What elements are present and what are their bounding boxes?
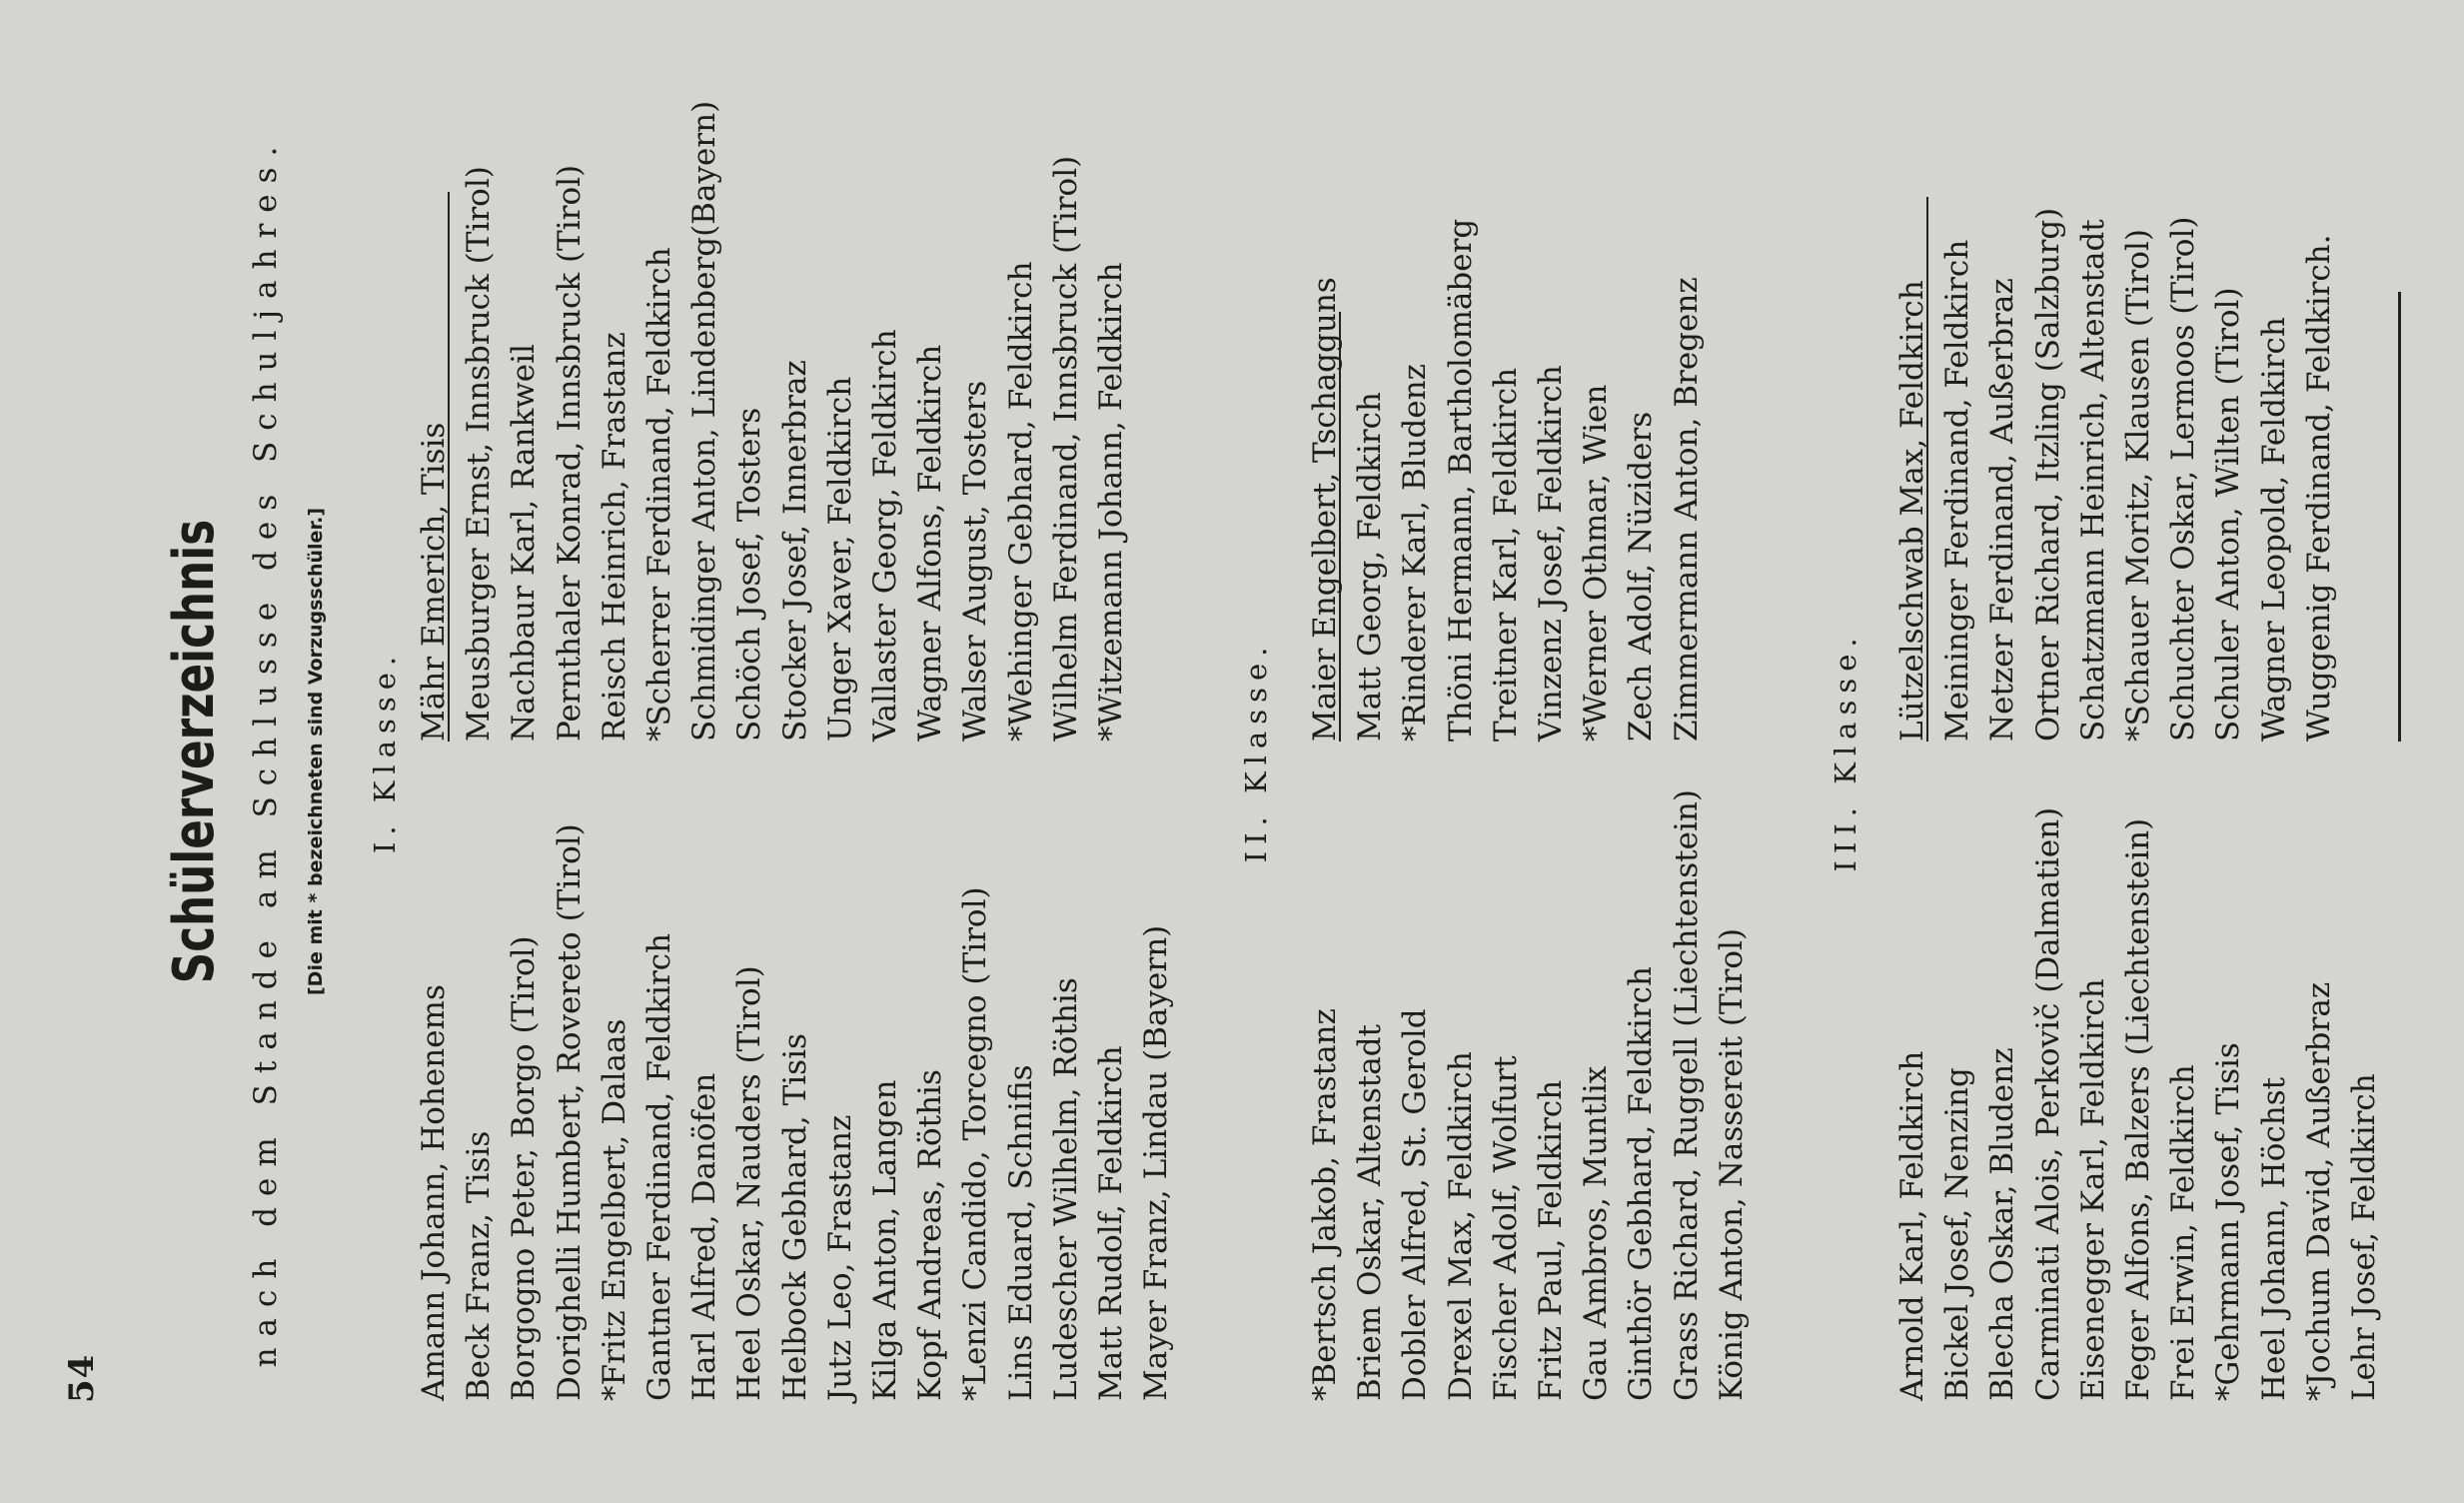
student-entry: Vinzenz Josef, Feldkirch — [1533, 365, 1570, 742]
student-entry: Fritz Paul, Feldkirch — [1533, 1079, 1570, 1401]
class-1-list-left — [412, 823, 1179, 1401]
student-entry: Ortner Richard, Itzling (Salzburg) — [2029, 207, 2066, 742]
student-entry: Kopf Andreas, Röthis — [912, 1069, 949, 1401]
student-entry: Lützelschwab Max, Feldkirch — [1894, 280, 1930, 742]
class-2-list-right — [1303, 219, 1710, 742]
student-entry: Harl Alfred, Danöfen — [686, 1072, 723, 1401]
student-entry: Heel Oskar, Nauders (Tirol) — [731, 965, 768, 1401]
student-entry: Blecha Oskar, Bludenz — [1984, 1047, 2021, 1401]
student-entry: *Jochum David, Außerbraz — [2300, 981, 2337, 1401]
student-entry: *Werner Othmar, Wien — [1578, 384, 1615, 742]
class-2-list-left — [1303, 789, 1755, 1401]
student-entry: Treitner Karl, Feldkirch — [1487, 367, 1524, 742]
page-title: Schülerverzeichnis — [162, 519, 227, 984]
subtitle: nach dem Stande am Schlusse des Schuljahres. — [248, 135, 284, 1368]
student-entry: *Witzemann Johann, Feldkirch — [1093, 262, 1130, 742]
student-entry: Matt Georg, Feldkirch — [1352, 392, 1389, 742]
student-entry: Feger Alfons, Balzers (Liechtenstein) — [2120, 817, 2157, 1401]
student-entry: Bickel Josef, Nenzing — [1939, 1067, 1976, 1401]
student-entry: *Rinderer Karl, Bludenz — [1397, 364, 1434, 742]
student-entry: Reisch Heinrich, Frastanz — [596, 332, 632, 742]
student-entry: Lins Eduard, Schnifis — [1002, 1064, 1039, 1401]
student-entry: Helbock Gebhard, Tisis — [776, 1033, 813, 1401]
student-entry: Meininger Ferdinand, Feldkirch — [1939, 239, 1976, 742]
student-entry: Beck Franz, Tisis — [461, 1130, 498, 1401]
student-entry: *Scherrer Ferdinand, Feldkirch — [641, 247, 678, 742]
student-entry: Maier Engelbert, Tschagguns — [1307, 277, 1343, 742]
class-3-list-right — [1890, 208, 2342, 742]
student-entry: Ginthör Gebhard, Feldkirch — [1623, 966, 1660, 1401]
student-entry: Meusburger Ernst, Innsbruck (Tirol) — [461, 166, 498, 742]
class-1-list-right — [412, 101, 1134, 742]
class-3-list-left — [1890, 807, 2387, 1401]
student-entry: Wagner Leopold, Feldkirch — [2255, 317, 2292, 742]
student-entry: König Anton, Nassereit (Tirol) — [1713, 927, 1750, 1401]
student-entry: *Gehrmann Josef, Tisis — [2210, 1042, 2247, 1401]
student-entry: Lehr Josef, Feldkirch — [2346, 1073, 2383, 1401]
student-entry: Kilga Anton, Langen — [867, 1079, 904, 1401]
student-entry: Heel Johann, Höchst — [2255, 1076, 2292, 1401]
legend-note: [Die mit * bezeichneten sind Vorzugsschüler.] — [305, 507, 327, 996]
student-entry: Wilhelm Ferdinand, Innsbruck (Tirol) — [1047, 155, 1084, 742]
student-entry: Dorighelli Humbert, Rovereto (Tirol) — [551, 823, 588, 1401]
student-entry: Grass Richard, Ruggell (Liechtenstein) — [1668, 789, 1705, 1401]
student-entry: Stocker Josef, Innerbraz — [776, 360, 813, 742]
student-entry: Ludescher Wilhelm, Röthis — [1047, 977, 1084, 1401]
student-entry: Zimmermann Anton, Bregenz — [1668, 277, 1705, 742]
student-entry: Briem Oskar, Altenstadt — [1352, 1023, 1389, 1401]
class-2-heading: II. Klasse. — [1239, 640, 1273, 863]
student-entry: *Bertsch Jakob, Frastanz — [1307, 1008, 1343, 1401]
student-entry: Schöch Josef, Tosters — [731, 407, 768, 742]
student-entry: Amann Johann, Hohenems — [416, 984, 452, 1401]
student-entry: Mayer Franz, Lindau (Bayern) — [1138, 924, 1175, 1401]
end-rule — [2398, 292, 2401, 742]
student-entry: Wagner Alfons, Feldkirch — [912, 344, 949, 742]
student-entry: *Fritz Engelbert, Dalaas — [596, 1018, 632, 1401]
student-entry: Schatzmann Heinrich, Altenstadt — [2074, 219, 2111, 742]
student-entry: *Wehinger Gebhard, Feldkirch — [1002, 261, 1039, 742]
student-entry: Gantner Ferdinand, Feldkirch — [641, 932, 678, 1401]
student-entry: Matt Rudolf, Feldkirch — [1093, 1045, 1130, 1401]
student-entry: Walser August, Tosters — [957, 380, 994, 742]
student-entry: Schmidinger Anton, Lindenberg(Bayern) — [686, 100, 723, 742]
student-entry: Carminati Alois, Perkovič (Dalmatien) — [2029, 806, 2066, 1401]
student-entry: Dobler Alfred, St. Gerold — [1397, 1008, 1434, 1401]
student-entry: Arnold Karl, Feldkirch — [1894, 1050, 1930, 1401]
student-entry: Jutz Leo, Frastanz — [821, 1114, 858, 1401]
student-entry: Gau Ambros, Muntlix — [1578, 1065, 1615, 1401]
page-number: 54 — [62, 1353, 102, 1403]
student-entry: Wuggenig Ferdinand, Feldkirch. — [2300, 234, 2337, 742]
class-1-heading: I. Klasse. — [368, 649, 402, 854]
student-entry: Thöni Hermann, Bartholomäberg — [1442, 218, 1479, 742]
student-entry: Pernthaler Konrad, Innsbruck (Tirol) — [551, 164, 588, 742]
student-entry: Zech Adolf, Nüziders — [1623, 411, 1660, 742]
student-entry: Nachbaur Karl, Rankweil — [506, 344, 543, 742]
class-3-heading: III. Klasse. — [1829, 631, 1862, 872]
student-entry: *Lenzi Candido, Torcegno (Tirol) — [957, 886, 994, 1401]
student-entry: Schuchter Oskar, Lermoos (Tirol) — [2165, 216, 2202, 742]
student-entry: *Schauer Moritz, Klausen (Tirol) — [2120, 229, 2157, 742]
student-entry: Netzer Ferdinand, Außerbraz — [1984, 278, 2021, 742]
student-entry: Borgogno Peter, Borgo (Tirol) — [506, 935, 543, 1401]
student-entry: Vallaster Georg, Feldkirch — [867, 329, 904, 742]
student-entry: Frei Erwin, Feldkirch — [2165, 1064, 2202, 1401]
student-entry: Mähr Emerich, Tisis — [416, 422, 452, 742]
student-entry: Schuler Anton, Wilten (Tirol) — [2210, 287, 2247, 742]
student-entry: Eisenegger Karl, Feldkirch — [2074, 978, 2111, 1401]
student-entry: Unger Xaver, Feldkirch — [821, 376, 858, 742]
student-entry: Drexel Max, Feldkirch — [1442, 1051, 1479, 1401]
student-entry: Fischer Adolf, Wolfurt — [1487, 1055, 1524, 1401]
